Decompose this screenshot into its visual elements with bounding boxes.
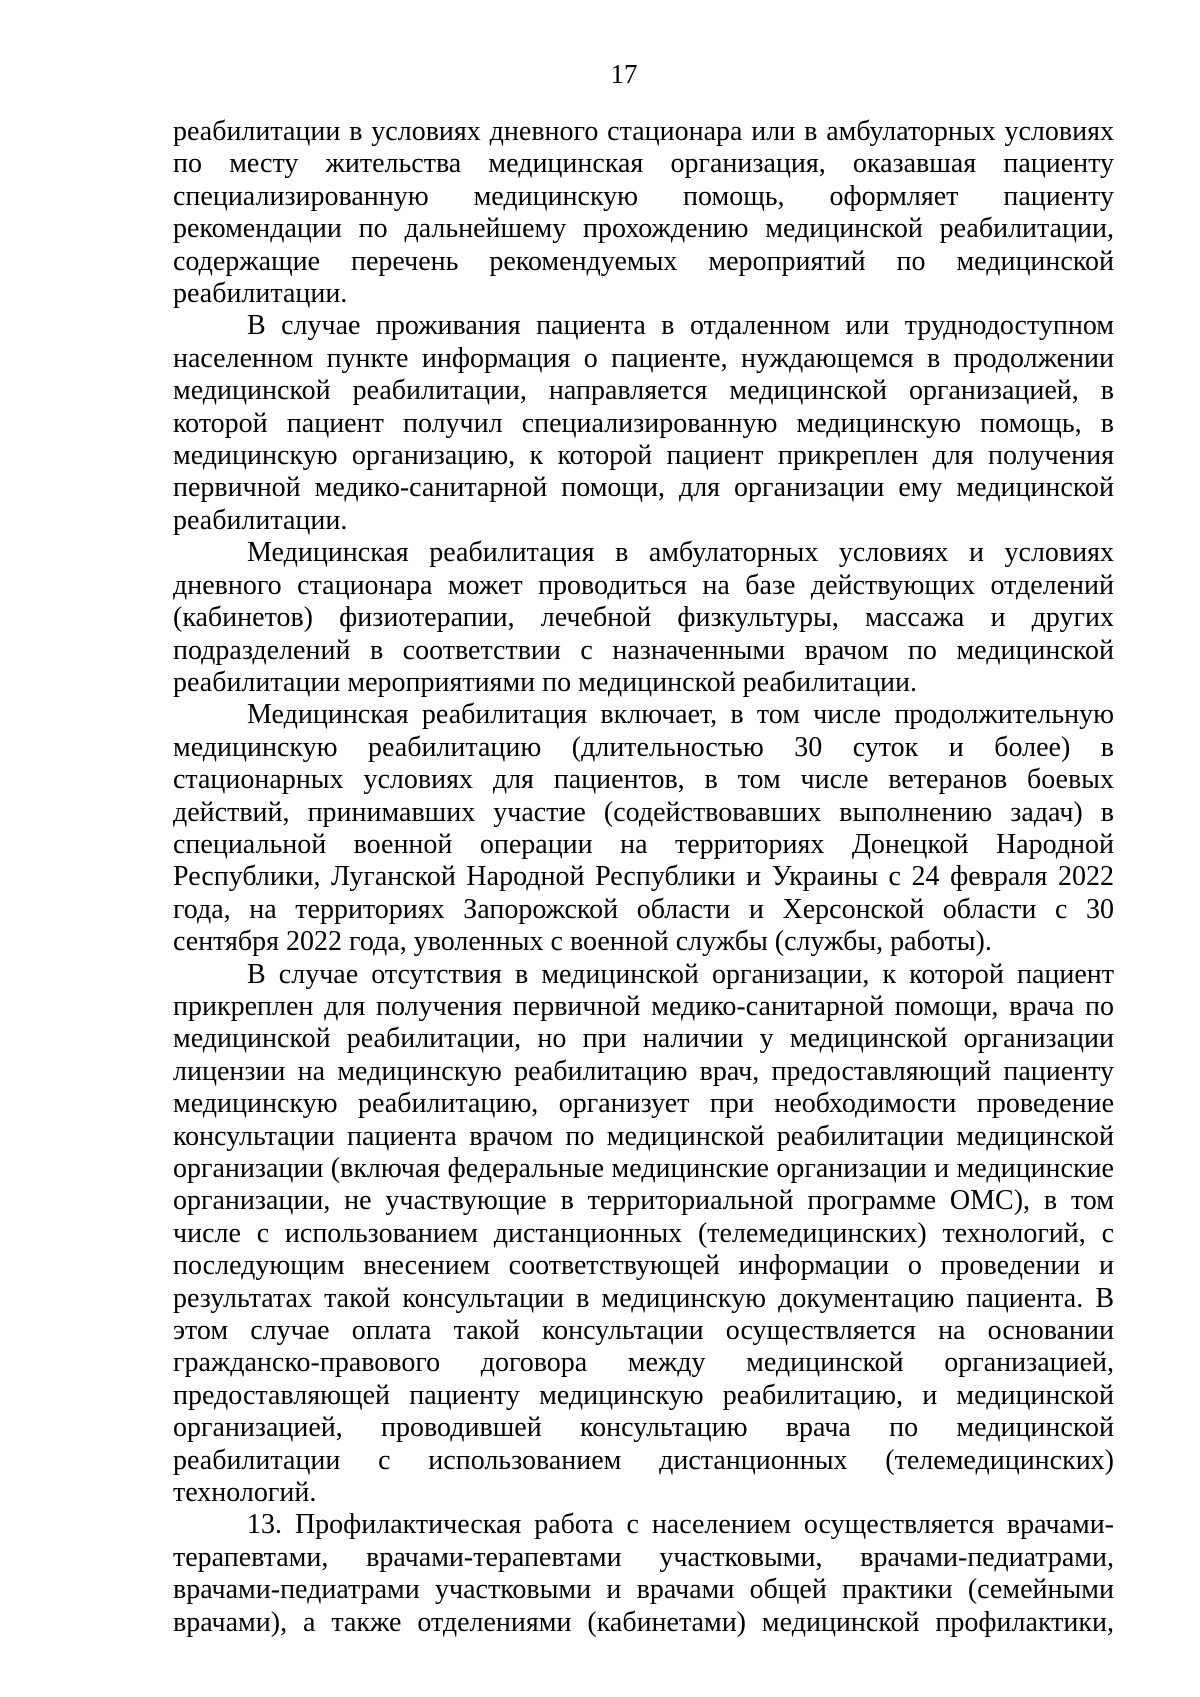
paragraph-remote-residence: В случае проживания пациента в отдаленном или труднодоступном населенном пункте информация о пациенте, нуждающемся в продолжении медицинской реабилитации, направляется медицинской организацией, в которой пациент получил специализированную медицинскую помощь, в медицинскую организацию, к которой пациент прикреплен для получения первичной медико-санитарной помощи, для организации ему медицинской реабилитации. bbox=[173, 310, 1114, 536]
paragraph-day-hospital-rehab: Медицинская реабилитация в амбулаторных условиях и условиях дневного стационара может проводиться на базе действующих отделений (кабинетов) физиотерапии, лечебной физкультуры, массажа и других подразделений в соответствии с назначенными врачом по медицинской реабилитации мероприятиями по медицинской реабилитации. bbox=[173, 537, 1114, 698]
paragraph-continuation: реабилитации в условиях дневного стационара или в амбулаторных условиях по месту жительства медицинская организация, оказавшая пациенту специализированную медицинскую помощь, оформляет пациенту рекомендации по дальнейшему прохождению медицинской реабилитации, содержащие перечень рекомендуемых мероприятий по медицинской реабилитации. bbox=[173, 116, 1114, 310]
page-number: 17 bbox=[610, 59, 638, 89]
paragraph-item-13: 13. Профилактическая работа с населением осуществляется врачами-терапевтами, врачами-терапевтами участковыми, врачами-педиатрами, врачами-педиатрами участковыми и врачами общей практики (семейными врачами), а также отделениями (кабинетами) медицинской профилактики, bbox=[173, 1509, 1114, 1638]
paragraph-consultation: В случае отсутствия в медицинской организации, к которой пациент прикреплен для получения первичной медико-санитарной помощи, врача по медицинской реабилитации, но при наличии у медицинской организации лицензии на медицинскую реабилитацию врач, предоставляющий пациенту медицинскую реабилитацию, организует при необходимости проведение консультации пациента врачом по медицинской реабилитации медицинской организации (включая федеральные медицинские организации и медицинские организации, не участвующие в территориальной программе ОМС), в том числе с использованием дистанционных (телемедицинских) технологий, с последующим внесением соответствующей информации о проведении и результатах такой консультации в медицинскую документацию пациента. В этом случае оплата такой консультации осуществляется на основании гражданско-правового договора между медицинской организацией, предоставляющей пациенту медицинскую реабилитацию, и медицинской организацией, проводившей консультацию врача по медицинской реабилитации с использованием дистанционных (телемедицинских) технологий. bbox=[173, 958, 1114, 1509]
paragraph-long-term-rehab: Медицинская реабилитация включает, в том числе продолжительную медицинскую реабилитацию (длительностью 30 суток и более) в стационарных условиях для пациентов, в том числе ветеранов боевых действий, принимавших участие (содействовавших выполнению задач) в специальной военной операции на территориях Донецкой Народной Республики, Луганской Народной Республики и Украины с 24 февраля 2022 года, на территориях Запорожской области и Херсонской области с 30 сентября 2022 года, уволенных с военной службы (службы, работы). bbox=[173, 699, 1114, 958]
document-body bbox=[173, 116, 1114, 1639]
